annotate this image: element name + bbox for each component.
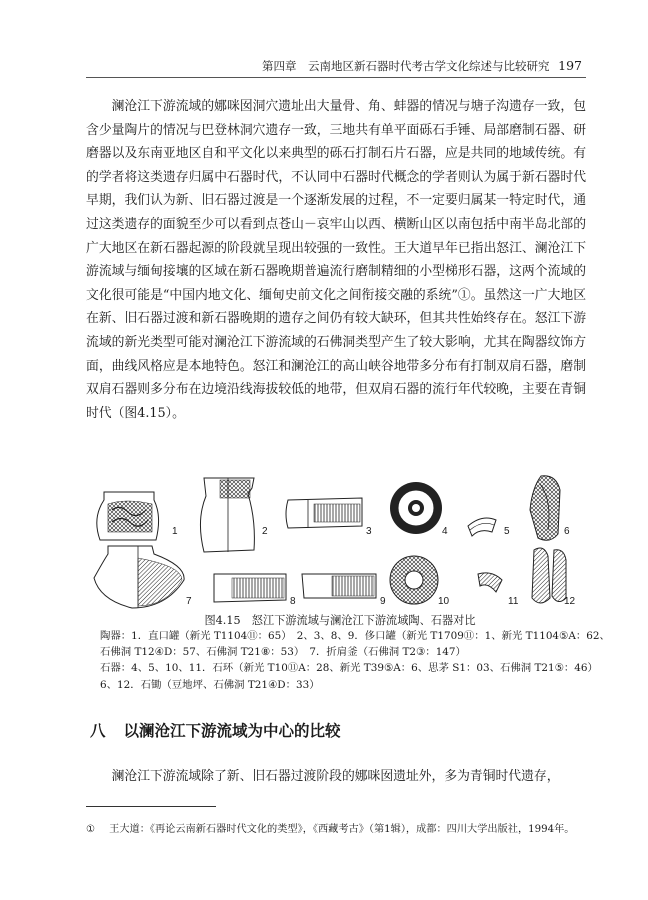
- figure-number-12: 12: [564, 596, 576, 607]
- body-line: 王大道早年已指出怒江、澜沧江下游流域与缅甸接壤的区域在新石器晚期普遍流行磨: [86, 240, 587, 280]
- footnote: [86, 820, 574, 835]
- running-header: [262, 58, 582, 76]
- footnote-mark: ①: [86, 824, 96, 835]
- artifact-1-jar: [97, 492, 159, 540]
- figure-legend: [100, 628, 610, 693]
- body-line: 者则认为属于新石器时代早期，我们认为新、旧石器过渡是一个逐渐发展的过程，不一: [86, 169, 587, 209]
- artifact-4-stone-ring: [390, 482, 442, 534]
- section-title-text: 以澜沧江下游流域为中心的比较: [123, 722, 341, 740]
- figure-number-11: 11: [508, 596, 519, 607]
- artifact-6-stone-hoe: [530, 476, 560, 540]
- header-rule: [86, 77, 586, 78]
- figure-number-3: 3: [366, 526, 372, 537]
- artifact-2-jar: [200, 478, 254, 552]
- figure-drawings: [86, 470, 586, 610]
- legend-line: 石佛洞 T12④D：57、石佛洞 T21⑧：53） 7．折肩釜（石佛洞 T2③：147）: [100, 646, 466, 659]
- footnote-rule: [86, 806, 216, 807]
- figure-number-1: 1: [172, 526, 178, 537]
- figure-number-8: 8: [290, 596, 296, 607]
- artifact-3-jar: [286, 498, 362, 528]
- body-line: 共同的地域传统。有的学者将这类遗存归属中石器时代，不认同中石器时代概念的学: [86, 146, 587, 185]
- legend-line: 6、12．石锄（豆地坪、石佛洞 T21④D：33）: [100, 678, 320, 691]
- body-line: 磨制石器、研磨器以及东南亚地区自和平文化以来典型的砾石打制石片石器，应是: [86, 122, 587, 162]
- figure-caption: 图4.15 怒江下游流域与澜沧江下游流域陶、石器对比: [204, 614, 476, 627]
- body-line: 断山区以南包括中南半岛北部的广大地区在新石器起源的阶段就呈现出较强的一致性。: [86, 216, 587, 256]
- artifact-9-jar: [302, 574, 376, 598]
- artifact-12-stone-hoe: [532, 548, 566, 603]
- body-line: 澜沧江下游流域的娜咪囡洞穴遗址出大量骨、角、蚌器的情况与塘子沟遗存一: [111, 99, 548, 114]
- section-number: 八: [90, 722, 106, 740]
- body-line: 之间衔接交融的系统”①。虽然这一广大地区在新、旧石器过渡和新石器晚期的遗存之: [86, 287, 587, 327]
- body-paragraph: [86, 95, 586, 425]
- chapter-title: 第四章 云南地区新石器时代考古学文化综述与比较研究: [262, 59, 550, 73]
- figure-4-15: [86, 470, 586, 610]
- body-line: 致，包含少量陶片的情况与巴登林洞穴遗存一致，三地共有单平面砾石手锤、局部: [86, 99, 587, 138]
- artifact-10-stone-ring: [390, 556, 438, 604]
- section-heading: [90, 719, 341, 741]
- artifact-7-cauldron: [94, 546, 184, 608]
- figure-number-5: 5: [504, 526, 510, 537]
- footnote-text: 王大道：《再论云南新石器时代文化的类型》，《西藏考古》（第1辑），成都：四川大学出版社，1994年。: [109, 824, 575, 835]
- legend-line: 陶器：1．直口罐（新光 T1104⑪：65） 2、3、8、9．侈口罐（新光 T1709⑪：1、新光 T1104⑤A：62、: [100, 630, 610, 642]
- figure-number-4: 4: [442, 526, 448, 537]
- body-line: 制精细的小型梯形石器，这两个流域的文化很可能是“中国内地文化、缅甸史前文化: [86, 264, 587, 303]
- figure-number-2: 2: [262, 526, 268, 537]
- body-line: 澜沧江的高山峡谷地带多分布有打制双肩石器，磨制双肩石器则多分布在边境沿线海: [86, 358, 587, 398]
- artifact-11-ring-fragment: [478, 573, 502, 592]
- body-line: 的石佛洞类型产生了较大影响，尤其在陶器纹饰方面，曲线风格应是本地特色。怒江和: [86, 334, 587, 374]
- body-line: 定要归属某一特定时代，通过这类遗存的面貌至少可以看到点苍山－哀牢山以西、横: [86, 193, 587, 232]
- page-number: 197: [558, 58, 582, 73]
- section-paragraph: 澜沧江下游流域除了新、旧石器过渡阶段的娜咪囡遗址外，多为青铜时代遗存，: [111, 769, 560, 784]
- body-line: 拔较低的地带，但双肩石器的流行年代较晚，主要在青铜时代（图4.15）。: [86, 382, 587, 421]
- figure-number-6: 6: [564, 526, 570, 537]
- legend-line: 石器：4、5、10、11．石环（新光 T10⑪A：28、新光 T39⑤A：6、思茅 S1：03、石佛洞 T21⑤：46）: [100, 662, 598, 675]
- artifact-8-jar: [214, 574, 286, 602]
- figure-number-7: 7: [186, 596, 192, 607]
- figure-number-9: 9: [380, 596, 386, 607]
- artifact-5-ring-fragment: [468, 518, 496, 536]
- body-line: 间仍有较大缺环，但其共性始终存在。怒江下游流域的新光类型可能对澜沧江下游流域: [86, 311, 587, 350]
- figure-number-10: 10: [438, 596, 450, 607]
